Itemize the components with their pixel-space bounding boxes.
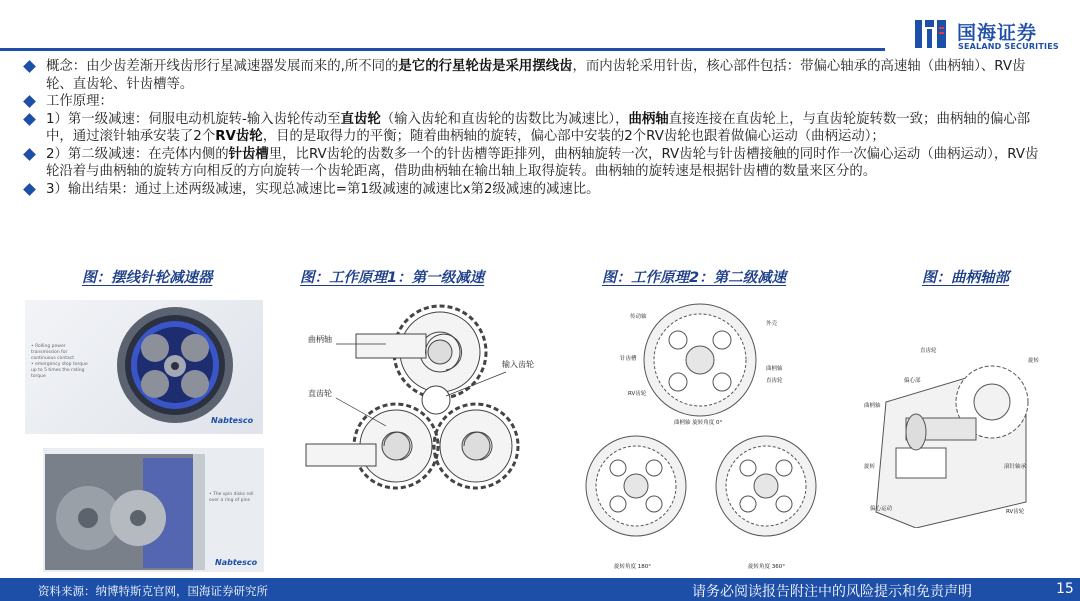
footer-disclaimer: 请务必阅读报告附注中的风险提示和免责声明 <box>692 584 972 600</box>
label-rotate-2: 旋转 <box>864 464 876 470</box>
label-drive-shaft: 传动轴 <box>630 314 647 320</box>
gear-closeup-image <box>43 448 264 572</box>
reducer-photo-top <box>25 300 263 434</box>
label-eccentric-part: 偏心部 <box>904 378 921 384</box>
label-crankshaft: 曲柄轴 <box>864 403 881 409</box>
diamond-bullet-icon <box>23 148 36 161</box>
photo-note-1: • Rolling power transmission for continuous contact <box>31 344 75 361</box>
label-spur-gear: 直齿轮 <box>308 389 332 398</box>
photo-note-2: • emergency stop torque up to 5 times the rating torque <box>31 362 88 379</box>
label-pin-slot: 针齿槽 <box>620 356 637 362</box>
crankshaft-drawing <box>856 332 1046 528</box>
label-crankshaft: 曲柄轴 <box>308 335 332 344</box>
diamond-bullet-icon <box>23 183 36 196</box>
page-number: 15 <box>1056 581 1074 597</box>
nabtesco-brand: Nabtesco <box>215 558 258 567</box>
sealand-logo-icon <box>913 16 949 52</box>
bullet-text: 1）第一级减速：伺服电动机旋转-输入齿轮传动至直齿轮（输入齿轮和直齿轮的齿数比为减速比），曲柄轴直接连接在直齿轮上，与直齿轮旋转数一致；曲柄轴的偏心部中，通过滚针轴承安装了2个RV齿轮，目的是取得力的平衡；随着曲柄轴的旋转，偏心部中安装的2个RV齿轮也跟着做偏心运动（曲柄运动）； <box>46 111 1031 144</box>
figure-caption-stage1: 图：工作原理1：第一级减速 <box>300 270 485 286</box>
label-angle-0: 曲柄轴 旋转角度 0° <box>674 420 723 426</box>
label-crankshaft: 曲柄轴 <box>766 366 783 372</box>
bullet-item <box>22 181 1042 199</box>
nabtesco-brand: Nabtesco <box>211 416 254 425</box>
header-rule <box>0 48 885 51</box>
bullet-item <box>22 146 1042 181</box>
label-rv-gear: RV齿轮 <box>1006 509 1025 515</box>
diamond-bullet-icon <box>23 113 36 126</box>
label-spur-gear: 直齿轮 <box>920 348 937 354</box>
header-bar <box>0 0 1080 56</box>
label-angle-360: 旋转角度 360° <box>748 564 785 570</box>
figure-caption-reducer: 图：摆线针轮减速器 <box>82 270 213 286</box>
label-input-gear: 输入齿轮 <box>502 360 534 369</box>
bullet-item <box>22 58 1042 93</box>
logo-chinese-name: 国海证券 <box>957 22 1038 44</box>
crankshaft-diagram <box>856 332 1046 528</box>
footer-source: 资料来源：纳博特斯克官网，国海证券研究所 <box>38 584 268 598</box>
diamond-bullet-icon <box>23 95 36 108</box>
figure-caption-stage2: 图：工作原理2：第二级减速 <box>602 270 787 286</box>
label-needle-bearing: 滚针轴承 <box>1004 464 1027 470</box>
bullet-text: 概念：由少齿差渐开线齿形行星减速器发展而来的,所不同的是它的行星轮齿是采用摆线齿，而内齿轮采用针齿，核心部件包括：带偏心轴承的高速轴（曲柄轴）、RV齿轮、直齿轮、针齿槽等。 <box>46 59 1026 92</box>
bullet-item <box>22 93 1042 111</box>
label-spur-gear: 直齿轮 <box>766 378 783 384</box>
stage2-gear-drawing <box>580 296 820 574</box>
label-angle-180: 旋转角度 180° <box>614 564 651 570</box>
diamond-bullet-icon <box>23 60 36 73</box>
label-rotate-1: 旋转 <box>1028 358 1040 364</box>
label-housing: 外壳 <box>766 321 778 327</box>
bullet-text: 工作原理： <box>46 94 113 109</box>
company-logo <box>913 16 1073 54</box>
logo-english-name: SEALAND SECURITIES <box>958 42 1059 51</box>
bullet-text: 3）输出结果：通过上述两级减速，实现总减速比=第1级减速的减速比x第2级减速的减速比。 <box>46 181 600 197</box>
reducer-photo-bottom <box>43 448 264 572</box>
stage1-diagram <box>296 296 540 574</box>
bullet-text: 2）第二级减速：在壳体内侧的针齿槽里，比RV齿轮的齿数多一个的针齿槽等距排列，曲柄轴旋转一次，RV齿轮与针齿槽接触的同时作一次偏心运动（曲柄运动），RV齿轮沿着与曲柄轴的旋转方向相反的方向旋转一个齿轮距离，借助曲柄轴在输出轴上取得旋转。曲柄轴的旋转速是根据针齿槽的数量来区分的。 <box>46 146 1039 179</box>
stage2-diagram <box>580 296 820 574</box>
bullet-list <box>22 58 1042 198</box>
footer-bar <box>0 578 1080 601</box>
stage1-gear-drawing <box>296 296 540 574</box>
figure-caption-crankshaft: 图：曲柄轴部 <box>922 270 1009 286</box>
bullet-item <box>22 111 1042 146</box>
label-rv-gear: RV齿轮 <box>628 391 647 397</box>
photo-note-3: • The spin disks roll over a ring of pins <box>209 492 254 503</box>
label-eccentric-motion: 偏心运动 <box>870 506 893 512</box>
